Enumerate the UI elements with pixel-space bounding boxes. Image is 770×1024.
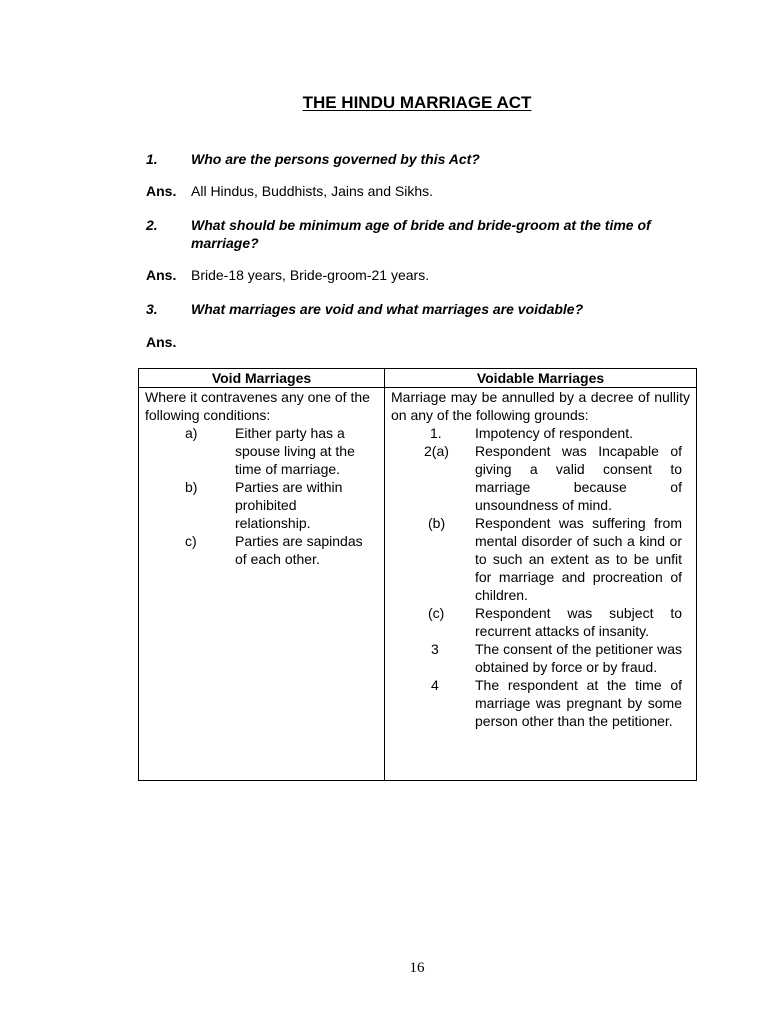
item-text: The respondent at the time of marriage was pregnant by some person other than the petitioner. (475, 677, 682, 729)
item-marker: 2(a) (424, 443, 449, 459)
answer-label: Ans. (146, 334, 177, 350)
item-marker: 1. (430, 425, 442, 441)
page-title: THE HINDU MARRIAGE ACT (302, 93, 532, 112)
item-marker: c) (185, 533, 197, 549)
answer-1 (146, 182, 706, 200)
item-marker: (c) (428, 605, 445, 621)
list-item (145, 424, 378, 478)
list-item (145, 478, 378, 532)
list-item (388, 442, 690, 514)
item-marker: a) (185, 425, 198, 441)
void-intro: Where it contravenes any one of the following conditions: (145, 389, 370, 423)
item-text: Respondent was subject to recurrent attacks of insanity. (475, 605, 682, 639)
answer-text: Bride-18 years, Bride-groom-21 years. (191, 267, 430, 283)
list-item (391, 424, 690, 442)
answer-3 (146, 333, 706, 351)
item-text: The consent of the petitioner was obtained by force or by fraud. (475, 641, 682, 675)
question-number: 1. (146, 151, 158, 167)
item-marker: 4 (431, 677, 439, 693)
void-cell (139, 388, 385, 781)
list-item (391, 676, 690, 730)
answer-label: Ans. (146, 267, 177, 283)
page-number: 16 (409, 960, 425, 976)
voidable-header: Voidable Marriages (385, 369, 697, 388)
item-marker: b) (185, 479, 198, 495)
question-number: 3. (146, 301, 158, 317)
question-text: What marriages are void and what marriages are voidable? (191, 301, 584, 317)
question-text: What should be minimum age of bride and bride-groom at the time of marriage? (191, 217, 651, 251)
item-text: Parties are sapindas of each other. (235, 533, 363, 567)
item-marker: 3 (431, 641, 439, 657)
void-header: Void Marriages (139, 369, 385, 388)
list-item (391, 604, 690, 640)
question-number: 2. (146, 217, 158, 233)
table-header-row (139, 369, 697, 388)
answer-text: All Hindus, Buddhists, Jains and Sikhs. (191, 183, 434, 199)
item-text: Parties are within prohibited relationship. (235, 479, 343, 531)
table-row (139, 388, 697, 781)
item-text: Respondent was Incapable of giving a valid consent to marriage because of unsoundness of mind. (475, 443, 682, 513)
voidable-cell (385, 388, 697, 781)
list-item (391, 640, 690, 676)
item-text: Either party has a spouse living at the time of marriage. (235, 425, 355, 477)
marriages-table (138, 368, 697, 781)
question-2 (146, 216, 706, 252)
question-3 (146, 300, 706, 318)
item-text: Impotency of respondent. (475, 425, 633, 441)
item-marker: (b) (428, 515, 446, 531)
question-1 (146, 150, 706, 168)
list-item (145, 532, 378, 568)
item-text: Respondent was suffering from mental disorder of such a kind or to such an extent as to be unfit for marriage and procreation of children. (475, 515, 682, 603)
list-item (391, 514, 690, 604)
question-text: Who are the persons governed by this Act? (191, 151, 480, 167)
answer-2 (146, 266, 706, 284)
answer-label: Ans. (146, 183, 177, 199)
voidable-intro: Marriage may be annulled by a decree of nullity on any of the following grounds: (391, 389, 690, 423)
